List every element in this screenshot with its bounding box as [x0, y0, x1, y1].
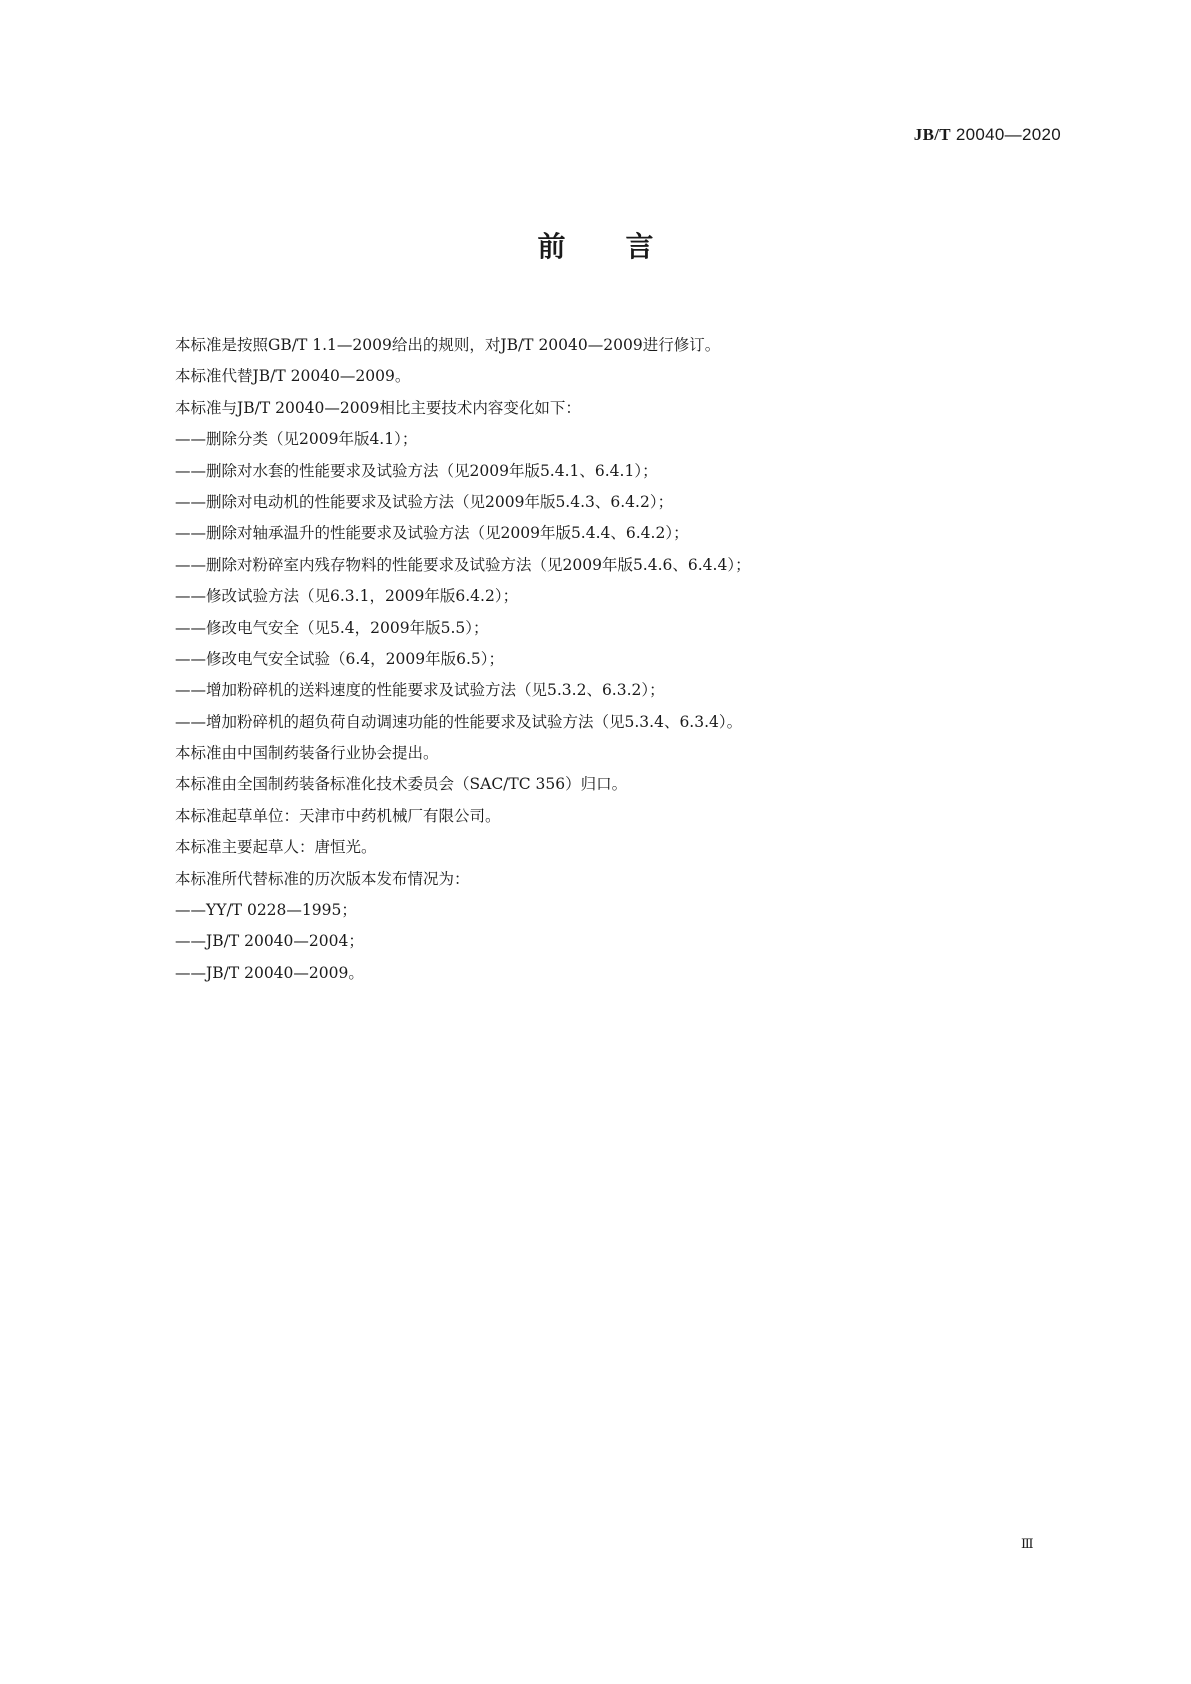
list-item: ——删除对轴承温升的性能要求及试验方法（见2009年版5.4.4、6.4.2）； — [175, 524, 689, 543]
list-item: ——删除对粉碎室内残存物料的性能要求及试验方法（见2009年版5.4.6、6.4.4）； — [175, 555, 751, 574]
text-line: 本标准与JB/T 20040—2009相比主要技术内容变化如下： — [175, 398, 581, 417]
list-item: ——JB/T 20040—2004； — [175, 932, 364, 951]
text-line: 本标准是按照GB/T 1.1—2009给出的规则，对JB/T 20040—2009进行修订。 — [175, 336, 721, 354]
page-number: Ⅲ — [1021, 1536, 1034, 1551]
list-item: ——删除对水套的性能要求及试验方法（见2009年版5.4.1、6.4.1）； — [175, 461, 658, 480]
text-line: 本标准起草单位：天津市中药机械厂有限公司。 — [175, 806, 501, 825]
text-line: 本标准所代替标准的历次版本发布情况为： — [175, 869, 470, 888]
list-item: ——删除对电动机的性能要求及试验方法（见2009年版5.4.3、6.4.2）； — [175, 492, 674, 511]
standard-code — [914, 125, 1061, 145]
standard-code-number: 20040—2020 — [950, 125, 1061, 144]
list-item: ——修改电气安全试验（6.4，2009年版6.5）； — [175, 649, 504, 668]
list-item: ——修改电气安全（见5.4，2009年版5.5）； — [175, 618, 489, 637]
standard-code-prefix: JB/T — [913, 125, 951, 144]
text-line: 本标准由中国制药装备行业协会提出。 — [175, 744, 439, 763]
page-title: 前言 — [537, 230, 714, 263]
text-line: 本标准由全国制药装备标准化技术委员会（SAC/TC 356）归口。 — [175, 775, 628, 794]
text-line: 本标准主要起草人：唐恒光。 — [175, 838, 377, 857]
list-item: ——增加粉碎机的超负荷自动调速功能的性能要求及试验方法（见5.3.4、6.3.4）。 — [175, 712, 743, 731]
text-line: 本标准代替JB/T 20040—2009。 — [175, 367, 411, 386]
list-item: ——JB/T 20040—2009。 — [175, 963, 364, 982]
list-item: ——删除分类（见2009年版4.1）； — [175, 430, 418, 449]
list-item: ——YY/T 0228—1995； — [175, 901, 357, 920]
list-item: ——修改试验方法（见6.3.1，2009年版6.4.2）； — [175, 587, 519, 606]
preface-body — [175, 330, 1035, 989]
list-item: ——增加粉碎机的送料速度的性能要求及试验方法（见5.3.2、6.3.2）； — [175, 681, 665, 700]
